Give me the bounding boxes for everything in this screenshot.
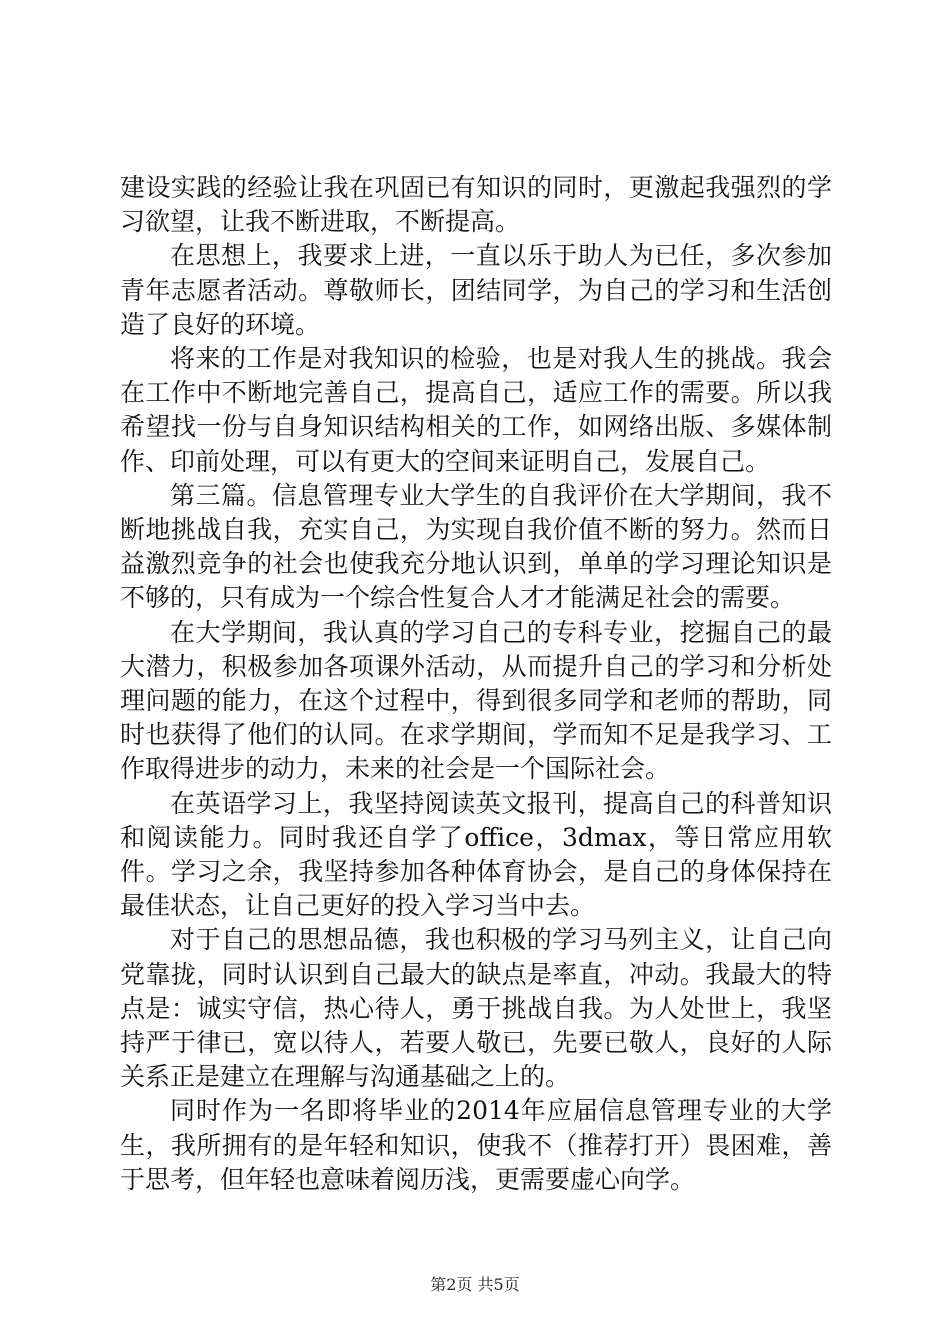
paragraph-future-work: 将来的工作是对我知识的检验，也是对我人生的挑战。我会在工作中不断地完善自己，提高自己，适应工作的需要。所以我希望找一份与自身知识结构相关的工作，如网络出版、多媒体制作、印前处理，可以有更大的空间来证明自己，发展自己。 bbox=[120, 344, 832, 476]
paragraph-part-three: 第三篇。信息管理专业大学生的自我评价在大学期间，我不断地挑战自我，充实自己，为实现自我价值不断的努力。然而日益激烈竞争的社会也使我充分地认识到，单单的学习理论知识是不够的，只有成为一个综合性复合人才才能满足社会的需要。 bbox=[120, 480, 832, 613]
paragraph-thought: 在思想上，我要求上进，一直以乐于助人为已任，多次参加青年志愿者活动。尊敬师长，团结同学，为自己的学习和生活创造了良好的环境。 bbox=[120, 241, 832, 339]
paragraph-english: 在英语学习上，我坚持阅读英文报刊，提高自己的科普知识和阅读能力。同时我还自学了office，3dmax，等日常应用软件。学习之余，我坚持参加各种体育协会，是自己的身体保持在最佳状态，让自己更好的投入学习当中去。 bbox=[120, 788, 832, 921]
paragraph-graduate: 同时作为一名即将毕业的2014年应届信息管理专业的大学生，我所拥有的是年轻和知识，使我不（推荐打开）畏困难，善于思考，但年轻也意味着阅历浅，更需要虚心向学。 bbox=[120, 1096, 832, 1194]
paragraph-continuation: 建设实践的经验让我在巩固已有知识的同时，更激起我强烈的学习欲望，让我不断进取，不断提高。 bbox=[120, 173, 832, 237]
paragraph-character: 对于自己的思想品德，我也积极的学习马列主义，让自己向党靠拢，同时认识到自己最大的缺点是率直，冲动。我最大的特点是：诚实守信，热心待人，勇于挑战自我。为人处世上，我坚持严于律已，宽以待人，若要人敬已，先要已敬人，良好的人际关系正是建立在理解与沟通基础之上的。 bbox=[120, 925, 832, 1092]
paragraph-university: 在大学期间，我认真的学习自己的专科专业，挖掘自己的最大潜力，积极参加各项课外活动，从而提升自己的学习和分析处理问题的能力，在这个过程中，得到很多同学和老师的帮助，同时也获得了他们的认同。在求学期间，学而知不足是我学习、工作取得进步的动力，未来的社会是一个国际社会。 bbox=[120, 617, 832, 784]
page-number: 第2页 共5页 bbox=[430, 1275, 520, 1294]
document-body bbox=[120, 171, 832, 1197]
